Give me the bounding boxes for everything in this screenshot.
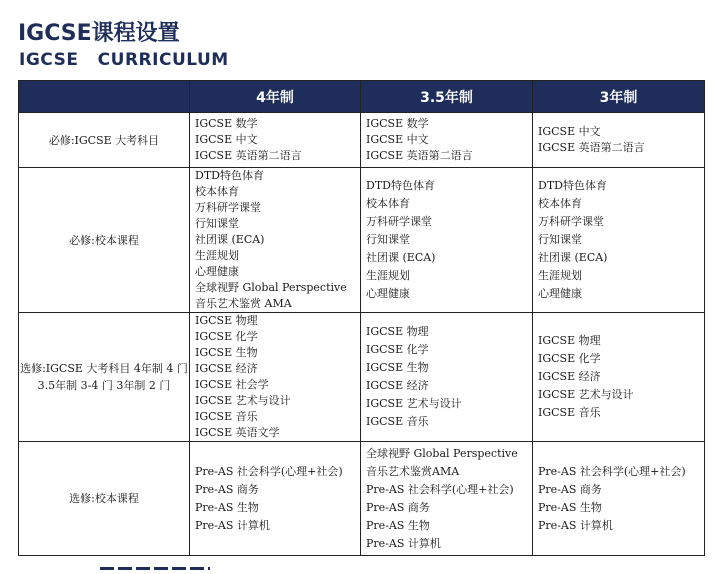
course-item: IGCSE 音乐: [538, 406, 601, 419]
table-cell-3-year: [533, 313, 705, 442]
header-row: [19, 81, 705, 113]
course-item: IGCSE 艺术与设计: [195, 394, 291, 407]
table-row: [19, 442, 705, 556]
course-item: IGCSE 化学: [538, 352, 601, 365]
next-section-title-fragment: [100, 566, 210, 574]
course-item: IGCSE 物理: [538, 334, 601, 347]
course-item: IGCSE 英语第二语言: [538, 141, 645, 154]
row-label-line: 选修:IGCSE 大考科目: [20, 362, 131, 375]
table-row: [19, 113, 705, 168]
course-item: IGCSE 英语第二语言: [366, 149, 473, 162]
course-item: IGCSE 中文: [538, 125, 601, 138]
row-label-line: 3.5年制 3-4 门: [37, 379, 113, 392]
course-item: 社团课 (ECA): [195, 233, 265, 246]
course-item: IGCSE 音乐: [195, 410, 258, 423]
course-item: Pre-AS 社会科学(心理+社会): [538, 464, 686, 478]
course-item: Pre-AS 社会科学(心理+社会): [195, 464, 343, 478]
course-item: IGCSE 化学: [366, 343, 429, 356]
course-item: IGCSE 生物: [366, 361, 429, 374]
course-item: IGCSE 音乐: [366, 415, 429, 428]
table-cell-4-year: [190, 113, 361, 168]
course-item: Pre-AS 计算机: [366, 536, 441, 550]
course-item: DTD特色体育: [538, 179, 607, 192]
header-cell-3-year: 3年制: [533, 81, 705, 113]
course-item: 心理健康: [366, 287, 410, 300]
row-label: [19, 113, 190, 168]
course-item: 心理健康: [538, 287, 582, 300]
course-item: IGCSE 中文: [195, 133, 258, 146]
course-item: 社团课 (ECA): [366, 251, 436, 264]
course-item: Pre-AS 计算机: [195, 518, 270, 532]
course-item: 生涯规划: [195, 249, 239, 262]
row-label: [19, 313, 190, 442]
course-item: IGCSE 生物: [195, 346, 258, 359]
course-item: 社团课 (ECA): [538, 251, 608, 264]
table-cell-3-5-year: [361, 442, 533, 556]
course-item: IGCSE 英语第二语言: [195, 149, 302, 162]
table-row: [19, 313, 705, 442]
course-item: IGCSE 数学: [366, 117, 429, 130]
row-label-line: 必修:IGCSE 大考科目: [48, 133, 160, 147]
header-cell-3-5-year: 3.5年制: [361, 81, 533, 113]
header-cell-4-year: 4年制: [190, 81, 361, 113]
course-item: IGCSE 物理: [366, 325, 429, 338]
table-cell-3-5-year: [361, 168, 533, 313]
course-item: Pre-AS 商务: [366, 500, 430, 514]
course-item: Pre-AS 社会科学(心理+社会): [366, 482, 514, 496]
course-item: 万科研学课堂: [366, 215, 432, 228]
course-item: Pre-AS 生物: [538, 500, 602, 514]
header-cell-empty: [19, 81, 190, 113]
course-item: DTD特色体育: [195, 169, 264, 182]
curriculum-table: [18, 80, 705, 556]
row-label: [19, 168, 190, 313]
course-item: 校本体育: [366, 197, 410, 210]
course-item: Pre-AS 商务: [538, 482, 602, 496]
course-item: 行知课堂: [538, 233, 582, 246]
course-item: 校本体育: [538, 197, 582, 210]
course-item: Pre-AS 计算机: [538, 518, 613, 532]
course-item: IGCSE 艺术与设计: [366, 397, 462, 410]
table-cell-4-year: [190, 168, 361, 313]
course-item: 全球视野 Global Perspective: [195, 281, 347, 294]
course-item: IGCSE 经济: [195, 362, 258, 375]
course-item: 生涯规划: [366, 269, 410, 282]
course-item: 音乐艺术鉴赏AMA: [366, 464, 460, 478]
table-cell-3-year: [533, 113, 705, 168]
course-item: IGCSE 中文: [366, 133, 429, 146]
course-item: DTD特色体育: [366, 179, 435, 192]
course-item: Pre-AS 生物: [195, 500, 259, 514]
course-item: 万科研学课堂: [538, 215, 604, 228]
row-label: [19, 442, 190, 556]
row-label-line: 3年制 2 门: [116, 379, 171, 392]
table-cell-3-year: [533, 168, 705, 313]
table-cell-3-5-year: [361, 113, 533, 168]
course-item: Pre-AS 商务: [195, 482, 259, 496]
course-item: 万科研学课堂: [195, 201, 261, 214]
table-cell-3-year: [533, 442, 705, 556]
table-cell-4-year: [190, 313, 361, 442]
course-item: IGCSE 社会学: [195, 378, 269, 391]
course-item: 全球视野 Global Perspective: [366, 446, 518, 460]
course-item: IGCSE 化学: [195, 330, 258, 343]
course-item: IGCSE 英语文学: [195, 426, 280, 439]
course-item: IGCSE 物理: [195, 314, 258, 327]
course-item: 生涯规划: [538, 269, 582, 282]
row-label-line: 4年制 4 门: [133, 362, 188, 375]
page-title-english: IGCSE CURRICULUM: [19, 50, 229, 70]
cropped-heading-decoration: [100, 567, 210, 570]
course-item: IGCSE 艺术与设计: [538, 388, 634, 401]
course-item: IGCSE 数学: [195, 117, 258, 130]
course-item: Pre-AS 生物: [366, 518, 430, 532]
course-item: 行知课堂: [195, 217, 239, 230]
course-item: 心理健康: [195, 265, 239, 278]
table-row: [19, 168, 705, 313]
course-item: 音乐艺术鉴赏 AMA: [195, 297, 292, 310]
table-cell-3-5-year: [361, 313, 533, 442]
row-label-line: 选修:校本课程: [69, 492, 139, 505]
course-item: IGCSE 经济: [538, 370, 601, 383]
course-item: 行知课堂: [366, 233, 410, 246]
course-item: IGCSE 经济: [366, 379, 429, 392]
row-label-line: 必修:校本课程: [69, 233, 139, 247]
table-cell-4-year: [190, 442, 361, 556]
page-title-chinese: IGCSE课程设置: [18, 21, 180, 46]
course-item: 校本体育: [195, 185, 239, 198]
